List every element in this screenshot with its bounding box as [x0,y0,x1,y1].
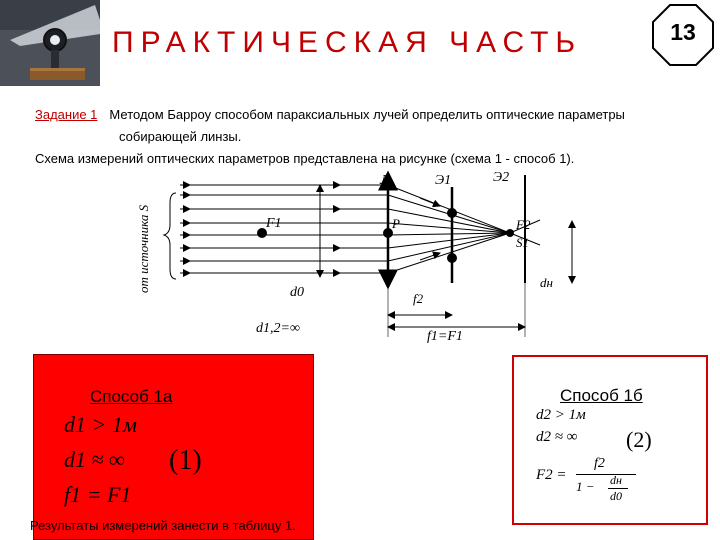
method-1a-eq3: f1 = F1 [64,482,132,507]
method-1b-title: Способ 1б [560,386,643,405]
screen-1-label: Э1 [435,173,452,188]
task-label: Задание 1 [35,107,98,122]
method-1b-frac-line [576,474,636,475]
task-line [35,107,625,122]
results-note: Результаты измерений занести в таблицу 1. [30,518,296,533]
source-bracket [164,193,176,279]
method-1b-eq3-den-a: 1 − [576,479,595,494]
method-1b-eq3-lhs: F2 = [536,467,567,483]
f2-label: f2 [413,291,424,306]
focus-2-label: F2 [516,217,531,232]
slide-number: 13 [670,19,696,45]
lens-label: Л [380,173,390,188]
method-1a-eq2: d1 ≈ ∞ [64,447,125,472]
slide-number-badge [651,3,715,67]
d0-label: d0 [290,285,304,300]
method-1a-title: Способ 1а [90,387,173,406]
method-1b-eq3-num: f2 [594,456,605,471]
d12-label: d1,2=∞ [256,321,300,336]
method-1b-box [512,355,708,525]
apparatus-photo [0,0,100,86]
s1-label: S1 [516,235,529,250]
method-1a-eq1: d1 > 1м [64,412,137,437]
source-label: от источника S [136,204,151,293]
f1-label: f1=F1 [427,329,463,344]
focus-1-label: F1 [266,216,282,231]
method-1b-eq-number: (2) [626,427,652,452]
task-text-line2: собирающей линзы. [119,129,242,144]
screen-1-upper-point [447,208,457,218]
method-1b-eq1: d2 > 1м [536,407,586,423]
method-1a-box [33,354,314,540]
screen-2-label: Э2 [493,170,510,185]
focus-2-point [506,229,514,237]
method-1b-eq2: d2 ≈ ∞ [536,429,578,445]
task-text-line1: Методом Барроу способом параксиальных лучей определить оптические параметры [109,107,625,122]
incoming-rays [180,185,388,273]
screen-1-lower-point [447,253,457,263]
point-p-label: P [392,216,400,231]
dn-label: dн [540,275,553,290]
method-1b-eq3-den-num: dн [610,473,622,487]
page-title: ПРАКТИЧЕСКАЯ ЧАСТЬ [112,26,583,59]
optical-scheme-diagram [130,165,590,355]
method-1a-eq-number: (1) [169,445,202,476]
scheme-text: Схема измерений оптических параметров представлена на рисунке (схема 1 - способ 1). [35,151,575,166]
method-1b-eq3-den-den: d0 [610,489,622,503]
